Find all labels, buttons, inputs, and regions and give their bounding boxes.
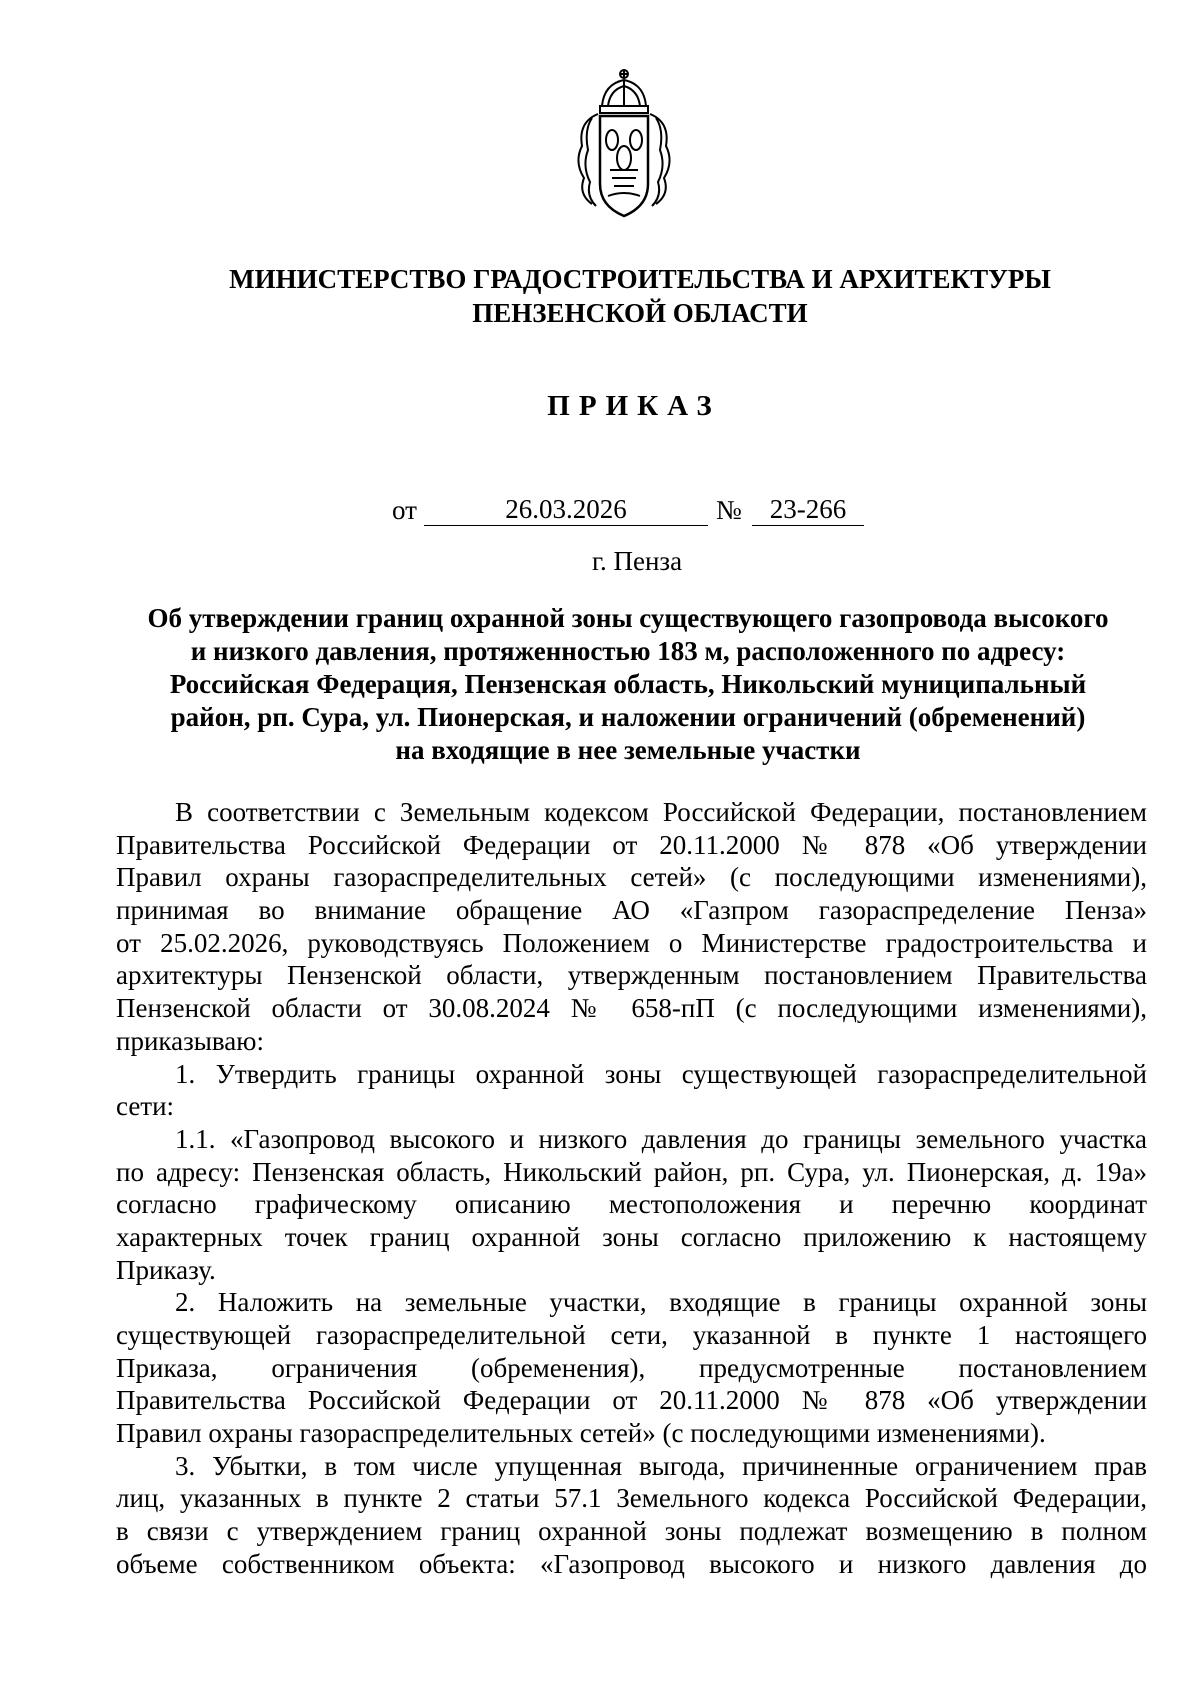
body-line: 3. Убытки, в том числе упущенная выгода, причиненные ограничением прав: [175, 1450, 1147, 1481]
ministry-name-line-2: ПЕНЗЕНСКОЙ ОБЛАСТИ: [472, 298, 808, 328]
body-line: по адресу: Пензенская область, Никольский район, рп. Сура, ул. Пионерская, д. 19а»: [116, 1156, 1147, 1187]
subject-line: Об утверждении границ охранной зоны существующего газопровода высокого: [147, 603, 1109, 633]
order-body: [116, 796, 1147, 1581]
body-line: архитектуры Пензенской области, утвержденным постановлением Правительства: [116, 960, 1147, 991]
body-line: Приказу.: [116, 1254, 216, 1285]
body-line: Правил охраны газораспределительных сетей» (с последующими изменениями).: [116, 1418, 1046, 1449]
number-sign: №: [716, 495, 742, 525]
coat-of-arms-icon: [568, 66, 680, 226]
order-date: 26.03.2026: [424, 493, 708, 526]
body-line: согласно графическому описанию местоположения и перечню координат: [116, 1189, 1147, 1220]
body-line: характерных точек границ охранной зоны согласно приложению к настоящему: [116, 1221, 1147, 1252]
issue-city: г. Пенза: [591, 546, 683, 576]
body-line: Пензенской области от 30.08.2024 № 658-пП (с последующими изменениями),: [116, 993, 1147, 1024]
body-line: лиц, указанных в пункте 2 статьи 57.1 Земельного кодекса Российской Федерации,: [116, 1483, 1147, 1514]
subject-line: на входящие в нее земельные участки: [395, 735, 861, 765]
order-subject: [116, 602, 1140, 767]
body-line: приказываю:: [116, 1025, 264, 1056]
subject-line: Российская Федерация, Пензенская область, Никольский муниципальный: [169, 669, 1087, 699]
body-line: Приказа, ограничения (обременения), предусмотренные постановлением: [116, 1352, 1147, 1383]
document-type-title: ПРИКАЗ: [547, 390, 721, 422]
body-line: в связи с утверждением границ охранной зоны подлежат возмещению в полном: [116, 1516, 1147, 1547]
body-line: 1.1. «Газопровод высокого и низкого давления до границы земельного участка: [175, 1123, 1147, 1154]
body-line: 1. Утвердить границы охранной зоны существующей газораспределительной: [175, 1058, 1147, 1089]
body-line: сети:: [116, 1091, 175, 1122]
body-line: Правительства Российской Федерации от 20.11.2000 № 878 «Об утверждении: [116, 1385, 1147, 1416]
order-number: 23-266: [752, 493, 864, 526]
body-line: В соответствии с Земельным кодексом Российской Федерации, постановлением: [175, 797, 1147, 827]
body-line: 2. Наложить на земельные участки, входящие в границы охранной зоны: [175, 1287, 1147, 1318]
order-date-number-line: [0, 493, 1200, 533]
body-line: объеме собственником объекта: «Газопровод высокого и низкого давления до: [116, 1548, 1147, 1579]
body-line: принимая во внимание обращение АО «Газпром газораспределение Пенза»: [116, 895, 1147, 926]
body-line: существующей газораспределительной сети, указанной в пункте 1 настоящего: [116, 1320, 1147, 1350]
body-line: от 25.02.2026, руководствуясь Положением о Министерстве градостроительства и: [116, 927, 1147, 958]
ministry-name-line-1: МИНИСТЕРСТВО ГРАДОСТРОИТЕЛЬСТВА И АРХИТЕКТУРЫ: [229, 264, 1051, 294]
subject-line: район, рп. Сура, ул. Пионерская, и наложении ограничений (обременений): [170, 702, 1086, 732]
date-prefix: от: [392, 495, 417, 525]
ministry-name: [0, 262, 1200, 330]
subject-line: и низкого давления, протяженностью 183 м, расположенного по адресу:: [190, 636, 1066, 666]
body-line: Правил охраны газораспределительных сетей» (с последующими изменениями),: [116, 862, 1147, 893]
body-line: Правительства Российской Федерации от 20.11.2000 № 878 «Об утверждении: [116, 829, 1147, 860]
